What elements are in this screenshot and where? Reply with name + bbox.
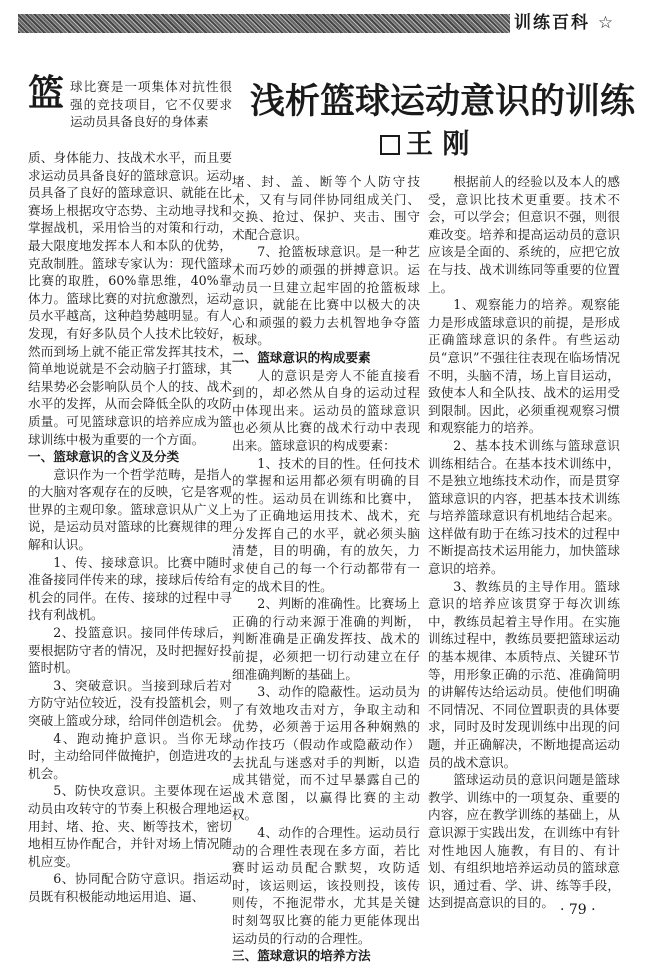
column-1 — [28, 149, 232, 909]
paragraph: 3、突破意识。当接到球后若对方防守站位较近，没有投篮机会，则突破上篮或分球，给同伴创造机会。 — [28, 677, 232, 728]
paragraph: 4、跑动掩护意识。当你无球时，主动给同伴做掩护，创造进攻的机会。 — [28, 730, 232, 781]
paragraph: 6、协同配合防守意识。指运动员既有积极能动地运用追、逼、 — [28, 871, 232, 904]
section-heading: 一、篮球意识的含义及分类 — [28, 449, 180, 465]
paragraph: 意识作为一个哲学范畴，是指人的大脑对客观存在的反映，它是客观世界的主观印象。篮球意识从广义上说，是运动员对篮球的比赛规律的理解和认识。 — [28, 466, 232, 553]
header-decorative-bar — [18, 14, 510, 33]
page-number: · 79 · — [560, 902, 596, 918]
author-box-icon — [380, 135, 400, 155]
paragraph: 人的意识是旁人不能直接看到的，却必然从自身的运动过程中体现出来。运动员的篮球意识也必须从比赛的战术行动中表现出来。篮球意识的构成要素： — [232, 367, 420, 453]
section-heading: 三、篮球意识的培养方法 — [232, 948, 371, 964]
paragraph: 堵、封、盖、断等个人防守技术，又有与同伴协同组成关门、交换、抢过、保护、夹击、围守术配合意识。 — [232, 174, 420, 242]
article-title: 浅析篮球运动意识的训练 — [250, 82, 636, 122]
author-line — [380, 128, 469, 162]
paragraph: 7、抢篮板球意识。是一种艺术而巧妙的顽强的拼搏意识。运动员一旦建立起牢固的抢篮板球意识，就能在比赛中以极大的决心和顽强的毅力去机智地争夺篮板球。 — [232, 244, 420, 348]
paragraph: 篮球运动员的意识问题是篮球教学、训练中的一项复杂、重要的内容，应在教学训练的基础上，从意识源于实践出发，在训练中有针对性地因人施教，有目的、有计划、有组织地培养运动员的篮球意识，通过看、学、讲、练等手段，达到提高意识的目的。 — [428, 772, 620, 911]
paragraph: 5、防快攻意识。主要体现在运动员由攻转守的节奏上积极合理地运用封、堵、抢、夹、断等技术，密切地相互协作配合，并针对场上情况随机应变。 — [28, 783, 232, 869]
paragraph: 4、动作的合理性。运动员行动的合理性表现在多方面，若比赛时运动员配合默契，攻防适时，该运则运，该投则投，该传则传，不拖泥带水，尤其是关键时刻驾驭比赛的能力更能体现出运动员的行动的合理性。 — [232, 824, 420, 946]
section-label: 训练百科 ☆ — [514, 13, 616, 33]
paragraph: 1、传、接球意识。比赛中随时准备接同伴传来的球，接球后传给有机会的同伴。在传、接球的过程中寻找有利战机。 — [28, 554, 232, 623]
drop-cap: 篮 — [28, 73, 65, 114]
paragraph: 质、身体能力、技战术水平，而且要求运动员具备良好的篮球意识。运动员具备了良好的篮球意识、就能在比赛场上根据攻守态势、主动地寻找和掌握战机，采用恰当的对策和行动，最大限度地发挥本人和本队的优势，克敌制胜。篮球专家认为：现代篮球比赛的取胜，60%靠思维，40%靠体力。篮球比赛的对抗愈激烈，运动员水平越高，这种趋势越明显。有人发现，有好多队员个人技术比较好，然而到场上就不能正常发挥其技术，简单地说就是不会动脑子打篮球，其结果势必会影响队员个人的技、战术水平的发挥，从而会降低全队的攻防质量。可见篮球意识的培养应成为篮球训练中极为重要的一个方面。 — [28, 150, 232, 447]
paragraph: 2、投篮意识。接同伴传球后，要根据防守者的情况，及时把握好投篮时机。 — [28, 625, 232, 676]
paragraph: 1、观察能力的培养。观察能力是形成篮球意识的前提，是形成正确篮球意识的条件。有些运动员“意识”不强往往表现在临场情况不明，头脑不清，场上盲目运动，致使本人和全队技、战术的运用受到限制。因此，必须重视观察习惯和观察能力的培养。 — [428, 297, 620, 436]
paragraph: 2、基本技术训练与篮球意识训练相结合。在基本技术训练中，不是独立地练技术动作，而是贯穿篮球意识的内容，把基本技术训练与培养篮球意识有机地结合起来。这样做有助于在练习技术的过程中不断提高技术运用能力，加快篮球意识的培养。 — [428, 437, 620, 577]
paragraph: 根据前人的经验以及本人的感受，意识比技术更重要。技术不会，可以学会；但意识不强，则很难改变。培养和提高运动员的意识应该是全面的、系统的，应把它放在与技、战术训练同等重要的位置上。 — [428, 174, 620, 295]
paragraph: 2、判断的准确性。比赛场上正确的行动来源于准确的判断，判断准确是正确发挥技、战术的前提，必须把一切行动建立在仔细准确判断的基础上。 — [232, 596, 420, 682]
section-heading: 二、篮球意识的构成要素 — [232, 349, 371, 365]
paragraph: 3、教练员的主导作用。篮球意识的培养应该贯穿于每次训练中，教练员起着主导作用。在实施训练过程中，教练员要把篮球运动的基本规律、本质特点、关键环节等，用形象正确的示范、准确简明的讲解传达给运动员。使他们明确不同情况、不同位置职责的具体要求，同时及时发现训练中出现的问题，并正确解决，不断地提高运动员的战术意识。 — [428, 578, 620, 770]
paragraph: 3、动作的隐蔽性。运动员为了有效地攻击对方，争取主动和优势，必须善于运用各种娴熟的动作技巧（假动作或隐蔽动作）去扰乱与迷惑对手的判断，以造成其错觉，而不过早暴露自己的战术意图，以赢得比赛的主动权。 — [232, 684, 420, 823]
column-2 — [232, 173, 420, 964]
paragraph: 1、技术的目的性。任何技术的掌握和运用都必须有明确的目的性。运动员在训练和比赛中，为了正确地运用技术、战术，充分发挥自己的水平，就必须头脑清楚，目的明确，有的放矢，力求使自己的每一个行动都带有一定的战术目的性。 — [232, 455, 420, 594]
column-1-top — [70, 78, 232, 150]
column-1-opening: 球比赛是一项集体对抗性很强的竞技项目，它不仅要求运动员具备良好的身体素 — [70, 79, 232, 130]
author-name: 王 刚 — [406, 129, 470, 160]
